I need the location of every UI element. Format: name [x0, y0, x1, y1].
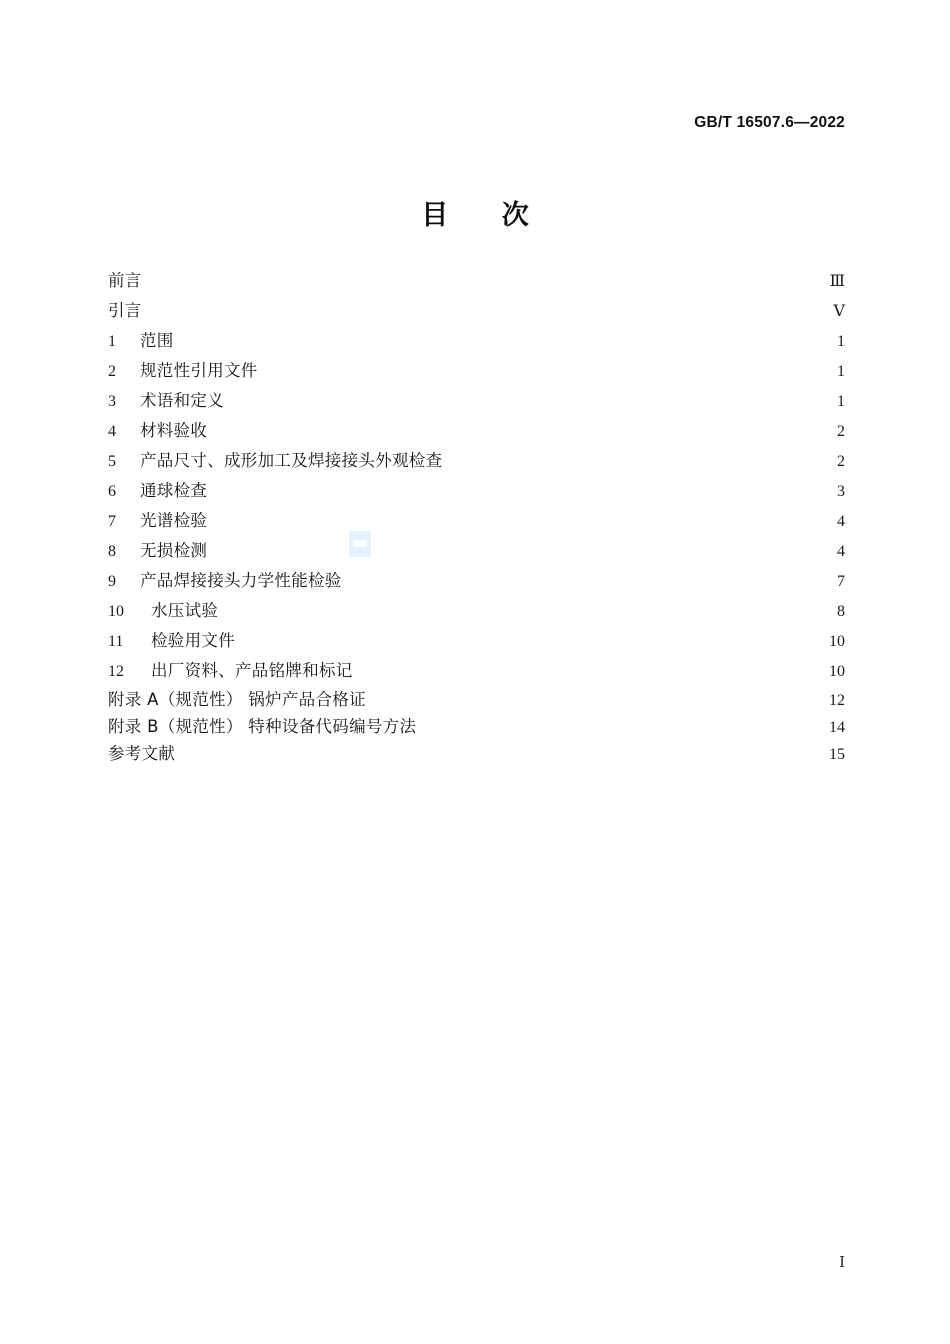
toc-entry-label: 材料验收 — [140, 421, 208, 440]
toc-entry-page-number: 10 — [829, 663, 845, 680]
toc-entry-label: 水压试验 — [151, 601, 219, 620]
toc-entry-label: 前言 — [108, 271, 142, 290]
toc-entry-page-number: Ⅴ — [833, 303, 845, 320]
toc-dot-leader — [215, 480, 815, 497]
toc-entry[interactable] — [108, 626, 845, 656]
toc-entry-number: 12 — [108, 663, 124, 680]
toc-entry-page-number: 4 — [837, 543, 845, 560]
toc-dot-leader — [374, 689, 815, 706]
toc-entry-label: 引言 — [108, 301, 142, 320]
toc-entry-number: 4 — [108, 423, 116, 440]
toc-entry[interactable] — [108, 740, 845, 767]
toc-entry-page-number: 7 — [837, 573, 845, 590]
toc-entry-label: 术语和定义 — [140, 391, 224, 410]
toc-entry-label: 出厂资料、产品铭牌和标记 — [151, 661, 353, 680]
toc-dot-leader — [215, 540, 815, 557]
toc-entry-label: 产品尺寸、成形加工及焊接接头外观检查 — [140, 451, 443, 470]
toc-dot-leader — [442, 450, 815, 467]
toc-entry-label: 范围 — [140, 331, 174, 350]
toc-entry-number: 5 — [108, 453, 116, 470]
toc-entry[interactable] — [108, 686, 845, 713]
toc-entry-page-number: 1 — [837, 393, 845, 410]
toc-dot-leader — [182, 330, 815, 347]
toc-entry-page-number: 3 — [837, 483, 845, 500]
toc-entry-page-number: 14 — [829, 719, 845, 736]
toc-entry[interactable] — [108, 326, 845, 356]
toc-entry-number: 10 — [108, 603, 124, 620]
toc-entry[interactable] — [108, 656, 845, 686]
toc-entry-label: 规范性引用文件 — [140, 361, 258, 380]
toc-entry-number: 2 — [108, 363, 116, 380]
toc-entry-page-number: Ⅲ — [829, 273, 845, 290]
toc-entry[interactable] — [108, 266, 845, 296]
toc-dot-leader — [232, 390, 815, 407]
toc-entry-page-number: 10 — [829, 633, 845, 650]
toc-dot-leader — [150, 300, 815, 317]
toc-entry-label: 参考文献 — [108, 744, 176, 763]
toc-entry[interactable] — [108, 506, 845, 536]
toc-entry-number: 7 — [108, 513, 116, 530]
toc-entry-page-number: 1 — [837, 333, 845, 350]
toc-entry-label: 通球检查 — [140, 481, 208, 500]
toc-entry[interactable] — [108, 386, 845, 416]
toc-dot-leader — [215, 420, 815, 437]
toc-entry-page-number: 4 — [837, 513, 845, 530]
toc-entry[interactable] — [108, 476, 845, 506]
toc-entry[interactable] — [108, 536, 845, 566]
toc-entry-label: 无损检测 — [140, 541, 208, 560]
toc-dot-leader — [150, 270, 815, 287]
toc-dot-leader — [243, 630, 815, 647]
toc-entry-number: 11 — [108, 633, 124, 650]
toc-dot-leader — [215, 510, 815, 527]
table-of-contents — [108, 266, 845, 767]
toc-entry[interactable] — [108, 713, 845, 740]
toc-entry-number: 6 — [108, 483, 116, 500]
toc-dot-leader — [424, 716, 815, 733]
toc-entry-label: 检验用文件 — [151, 631, 235, 650]
standard-code-header: GB/T 16507.6—2022 — [694, 114, 845, 131]
toc-entry-page-number: 1 — [837, 363, 845, 380]
toc-entry-label: 光谱检验 — [140, 511, 208, 530]
toc-entry[interactable] — [108, 566, 845, 596]
toc-entry[interactable] — [108, 596, 845, 626]
toc-dot-leader — [353, 660, 815, 677]
toc-entry-number: 8 — [108, 543, 116, 560]
toc-entry-number: 9 — [108, 573, 116, 590]
toc-entry-page-number: 8 — [837, 603, 845, 620]
toc-entry-label: 附录 A（规范性） 锅炉产品合格证 — [108, 690, 366, 709]
toc-entry-page-number: 2 — [837, 423, 845, 440]
toc-entry-label: 附录 B（规范性） 特种设备代码编号方法 — [108, 717, 417, 736]
toc-entry-page-number: 2 — [837, 453, 845, 470]
toc-entry[interactable] — [108, 356, 845, 386]
toc-entry[interactable] — [108, 446, 845, 476]
toc-entry-page-number: 15 — [829, 746, 845, 763]
toc-dot-leader — [183, 743, 815, 760]
page-number: Ⅰ — [839, 1255, 845, 1271]
toc-entry-number: 1 — [108, 333, 116, 350]
toc-dot-leader — [266, 360, 815, 377]
toc-entry[interactable] — [108, 296, 845, 326]
toc-dot-leader — [218, 600, 815, 617]
toc-entry-label: 产品焊接接头力学性能检验 — [140, 571, 342, 590]
toc-entry-number: 3 — [108, 393, 116, 410]
page-title: 目 次 — [421, 200, 551, 231]
toc-entry[interactable] — [108, 416, 845, 446]
toc-entry-page-number: 12 — [829, 692, 845, 709]
toc-dot-leader — [350, 570, 815, 587]
